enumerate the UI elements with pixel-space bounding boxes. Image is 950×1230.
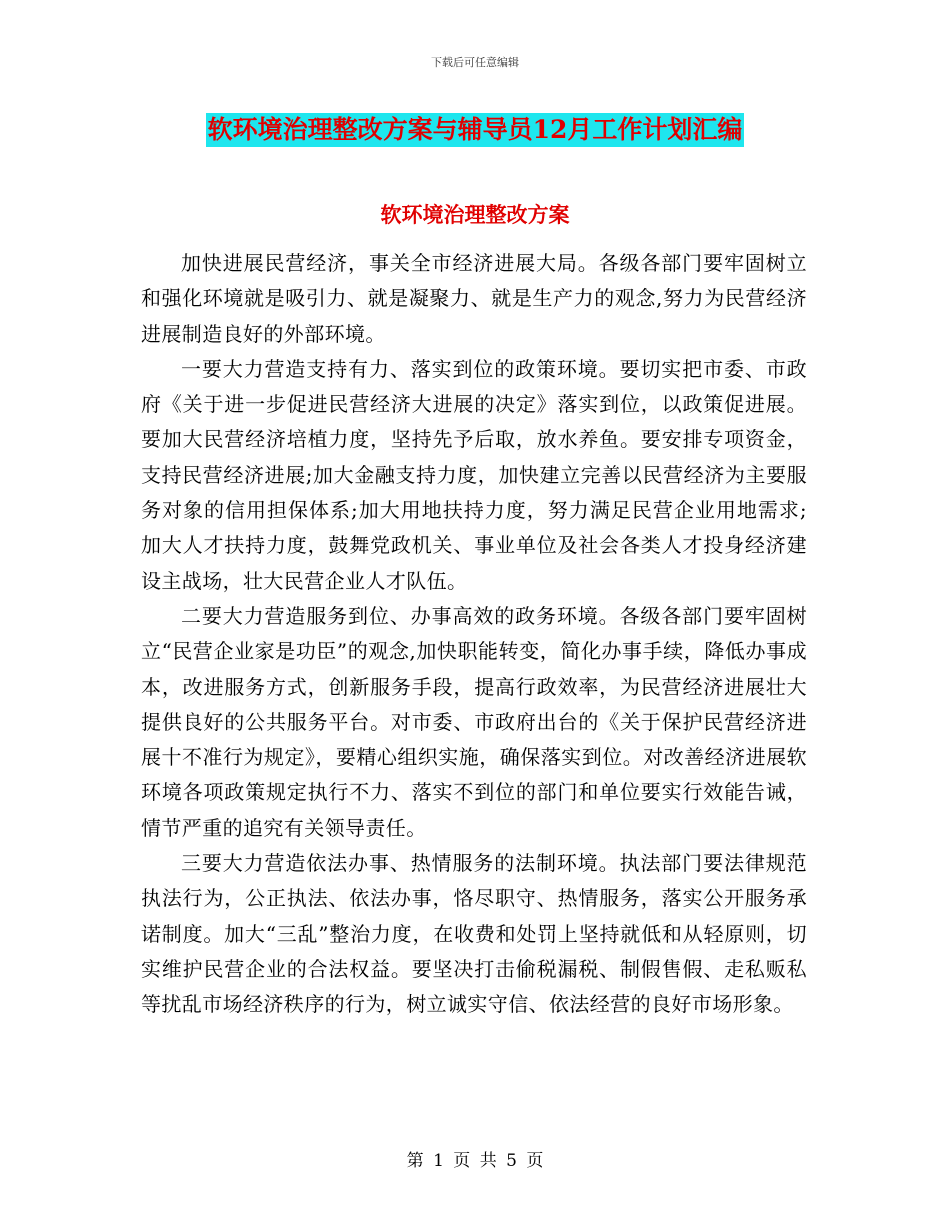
document-title: 软环境治理整改方案与辅导员12月工作计划汇编 bbox=[206, 113, 745, 147]
header-note: 下载后可任意编辑 bbox=[431, 56, 519, 69]
section-title: 软环境治理整改方案 bbox=[380, 202, 570, 227]
paragraph-policy-environment: 一要大力营造支持有力、落实到位的政策环境。要切实把市委、市政府《关于进一步促进民营经济大进展的决定》落实到位，以政策促进展。要加大民营经济培植力度，坚持先予后取，放水养鱼。要安排专项资金，支持民营经济进展;加大金融支持力度，加快建立完善以民营经济为主要服务对象的信用担保体系;加大用地扶持力度，努力满足民营企业用地需求;加大人才扶持力度，鼓舞党政机关、事业单位及社会各类人才投身经济建设主战场，壮大民营企业人才队伍。 bbox=[141, 356, 807, 593]
paragraph-government-environment: 二要大力营造服务到位、办事高效的政务环境。各级各部门要牢固树立“民营企业家是功臣”的观念,加快职能转变，简化办事手续，降低办事成本，改进服务方式，创新服务手段，提高行政效率，为民营经济进展壮大提供良好的公共服务平台。对市委、市政府出台的《关于保护民营经济进展十不准行为规定》，要精心组织实施，确保落实到位。对改善经济进展软环境各项政策规定执行不力、落实不到位的部门和单位要实行效能告诫，情节严重的追究有关领导责任。 bbox=[141, 603, 807, 840]
document-title-container bbox=[0, 113, 950, 147]
page-number: 第 1 页 共 5 页 bbox=[406, 1151, 544, 1171]
paragraph-legal-environment: 三要大力营造依法办事、热情服务的法制环境。执法部门要法律规范执法行为，公正执法、依法办事，恪尽职守、热情服务，落实公开服务承诺制度。加大“三乱”整治力度，在收费和处罚上坚持就低和从轻原则，切实维护民营企业的合法权益。要坚决打击偷税漏税、制假售假、走私贩私等扰乱市场经济秩序的行为，树立诚实守信、依法经营的良好市场形象。 bbox=[141, 851, 807, 1017]
body-text bbox=[141, 246, 807, 1023]
paragraph-intro: 加快进展民营经济，事关全市经济进展大局。各级各部门要牢固树立和强化环境就是吸引力、就是凝聚力、就是生产力的观念,努力为民营经济进展制造良好的外部环境。 bbox=[141, 251, 807, 346]
